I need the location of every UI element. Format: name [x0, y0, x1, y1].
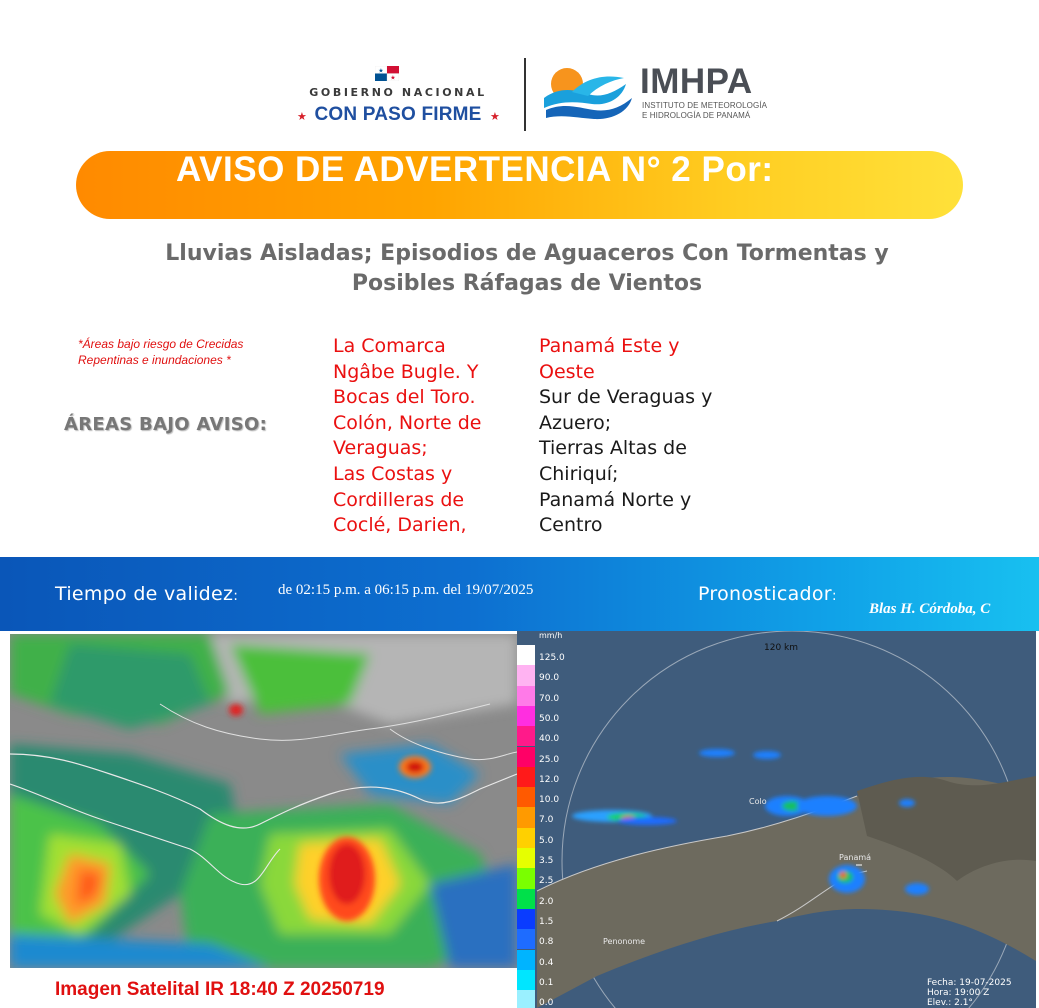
legend-swatch: [517, 848, 535, 868]
radar-time: Hora: 19:00 Z: [927, 988, 990, 998]
legend-label: 7.0: [539, 815, 554, 826]
legend-swatch: [517, 970, 535, 990]
legend-swatch: [517, 747, 535, 767]
legend-swatch: [517, 726, 535, 746]
legend-swatch: [517, 767, 535, 787]
area-line: Ngâbe Bugle. Y: [333, 360, 479, 383]
legend-swatch: [517, 686, 535, 706]
legend-label: 0.1: [539, 977, 554, 988]
area-line: Centro: [539, 514, 603, 537]
warning-subtitle: [100, 239, 954, 299]
con-paso-firme-text: CON PASO FIRME: [314, 104, 482, 125]
areas-label: ÁREAS BAJO AVISO:: [64, 414, 268, 435]
validity-colon: :: [233, 588, 239, 604]
forecaster-label-text: Pronosticador: [698, 583, 832, 605]
legend-label: 125.0: [539, 653, 565, 663]
radar-elevation: Elev.: 2.1°: [927, 998, 973, 1008]
subtitle-line: Posibles Ráfagas de Vientos: [351, 271, 703, 296]
forecaster-label: [698, 583, 837, 605]
area-line: Bocas del Toro.: [333, 386, 476, 409]
satellite-ir-image: [10, 634, 517, 968]
subtitle-line: Lluvias Aisladas; Episodios de Aguaceros Con Tormentas y: [165, 241, 889, 266]
red-star-icon: ★: [297, 110, 307, 123]
radar-unit: mm/h: [539, 631, 563, 640]
legend-swatch: [517, 990, 535, 1008]
risk-note-line: Repentinas e inundaciones *: [78, 353, 231, 367]
area-line: Panamá Norte y: [539, 488, 692, 511]
legend-swatch: [517, 868, 535, 888]
imhpa-name: IMHPA: [640, 62, 753, 101]
logo-divider: [524, 58, 526, 131]
panama-flag-icon: [375, 66, 399, 81]
areas-column-2: [539, 334, 712, 539]
red-star-icon: ★: [490, 110, 500, 123]
legend-label: 3.5: [539, 856, 554, 866]
svg-text:★: ★: [390, 74, 396, 81]
area-line: Oeste: [539, 360, 595, 383]
area-line: Cordilleras de: [333, 488, 465, 511]
city-label: Colo: [749, 797, 767, 806]
legend-swatch: [517, 787, 535, 807]
forecaster-name: Blas H. Córdoba, C: [869, 601, 991, 617]
legend-swatch: [517, 706, 535, 726]
area-line: Tierras Altas de: [539, 437, 687, 460]
areas-column-1: [333, 334, 482, 539]
radar-map: [517, 631, 1036, 1008]
legend-label: 10.0: [539, 795, 560, 806]
area-line: Veraguas;: [333, 437, 428, 460]
area-line: Sur de Veraguas y: [539, 386, 713, 409]
legend-label: 50.0: [539, 713, 560, 724]
legend-swatch: [517, 645, 535, 665]
validity-label-text: Tiempo de validez: [55, 583, 234, 605]
city-label: Penonome: [603, 937, 646, 946]
imhpa-sun-wave-icon: [542, 64, 636, 122]
warning-title: AVISO DE ADVERTENCIA N° 2 Por:: [176, 150, 774, 189]
satellite-caption: Imagen Satelital IR 18:40 Z 20250719: [55, 979, 385, 1000]
area-line: Chiriquí;: [539, 462, 619, 485]
risk-note: [78, 336, 318, 368]
validity-text: de 02:15 p.m. a 06:15 p.m. del 19/07/2025: [278, 582, 534, 598]
area-line: Panamá Este y: [539, 335, 680, 357]
svg-text:★: ★: [378, 67, 384, 75]
legend-swatch: [517, 889, 535, 909]
legend-label: 1.5: [539, 916, 554, 927]
legend-swatch: [517, 828, 535, 848]
legend-label: 40.0: [539, 734, 560, 745]
radar-image: [517, 631, 1036, 1008]
city-label: Panamá: [839, 853, 872, 862]
legend-swatch: [517, 807, 535, 827]
area-line: Coclé, Darien,: [333, 514, 467, 537]
legend-swatch: [517, 909, 535, 929]
gobierno-nacional-text: GOBIERNO NACIONAL: [309, 86, 487, 99]
area-line: La Comarca: [333, 335, 446, 357]
legend-label: 12.0: [539, 774, 560, 785]
legend-swatch: [517, 950, 535, 970]
legend-label: 25.0: [539, 754, 560, 765]
imhpa-subtitle: E HIDROLOGÍA DE PANAMÁ: [642, 111, 751, 120]
risk-note-line: *Áreas bajo riesgo de Crecidas: [78, 337, 244, 351]
legend-label: 0.4: [539, 957, 554, 968]
imhpa-subtitle: INSTITUTO DE METEOROLOGÍA: [642, 101, 768, 110]
legend-label: 0.8: [539, 937, 554, 948]
legend-label: 2.5: [539, 876, 554, 887]
legend-swatch: [517, 929, 535, 949]
validity-label: [55, 583, 238, 605]
legend-label: 5.0: [539, 835, 554, 846]
forecaster-colon: :: [831, 588, 837, 604]
legend-label: 2.0: [539, 896, 554, 907]
area-line: Colón, Norte de: [333, 411, 482, 434]
legend-label: 0.0: [539, 998, 554, 1008]
legend-label: 90.0: [539, 673, 560, 684]
legend-label: 70.0: [539, 693, 560, 704]
area-line: Las Costas y: [333, 462, 453, 485]
area-line: Azuero;: [539, 411, 612, 434]
legend-swatch: [517, 665, 535, 685]
radar-range-label: 120 km: [764, 643, 799, 653]
radar-date: Fecha: 19-07-2025: [927, 978, 1012, 988]
